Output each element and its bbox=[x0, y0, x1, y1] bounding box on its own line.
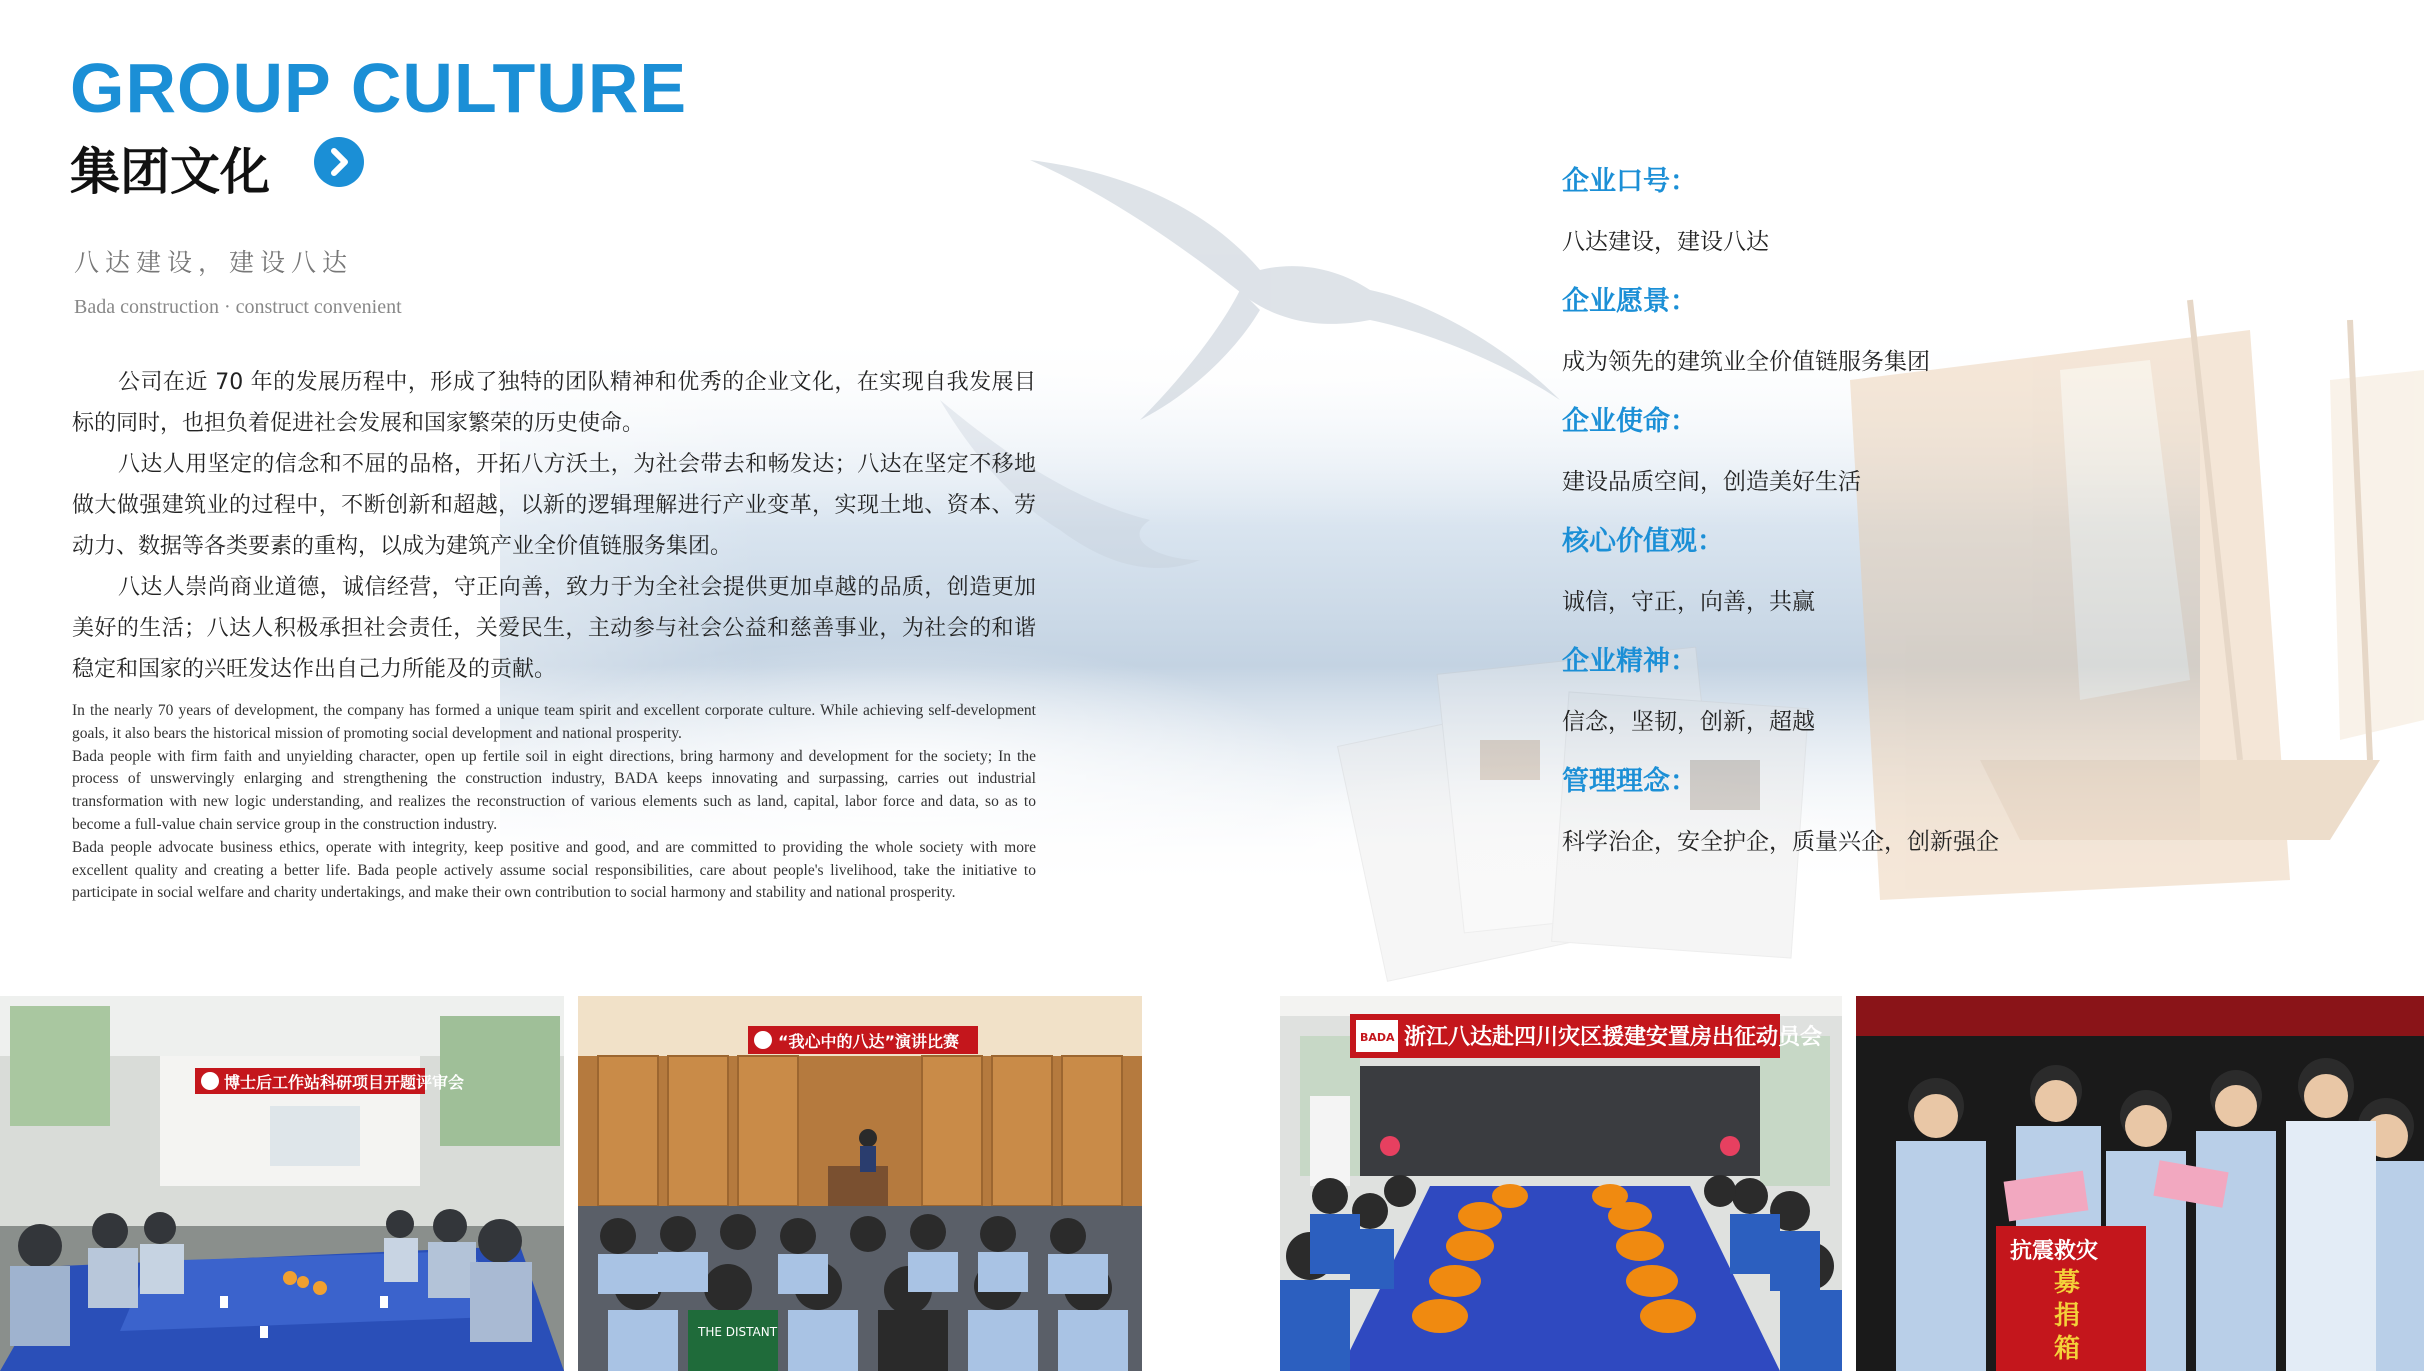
value-text: 八达建设，建设八达 bbox=[1562, 229, 1769, 255]
value-text: 诚信，守正，向善，共赢 bbox=[1562, 589, 1815, 615]
chevron-right-icon[interactable] bbox=[314, 137, 364, 187]
intro-zh-paragraph: 八达人用坚定的信念和不屈的品格，开拓八方沃土，为社会带去和畅发达；八达在坚定不移地做大做强建筑业的过程中，不断创新和超越，以新的逻辑理解进行产业变革，实现土地、资本、劳动力、数据等各类要素的重构，以成为建筑产业全价值链服务集团。 bbox=[72, 452, 1036, 559]
culture-values bbox=[1562, 160, 2082, 880]
value-text: 建设品质空间，创造美好生活 bbox=[1562, 469, 1861, 495]
slogan-zh: 八达建设，建设八达 bbox=[74, 248, 354, 277]
value-text: 信念，坚韧，创新，超越 bbox=[1562, 709, 1815, 735]
photo1-banner-text: 博士后工作站科研项目开题评审会 bbox=[224, 1073, 465, 1092]
intro-zh bbox=[72, 362, 1036, 690]
slogan-en: Bada construction · construct convenient bbox=[74, 296, 402, 318]
photo4-sign-char: 募 bbox=[2054, 1268, 2081, 1298]
page-title-en: GROUP CULTURE bbox=[70, 49, 688, 127]
value-text: 成为领先的建筑业全价值链服务集团 bbox=[1562, 349, 1930, 375]
value-heading: 企业精神： bbox=[1562, 646, 1697, 677]
page-title-zh: 集团文化 bbox=[70, 143, 270, 201]
value-heading: 企业使命： bbox=[1562, 406, 1697, 437]
intro-en bbox=[72, 700, 1036, 905]
intro-zh-paragraph: 公司在近 70 年的发展历程中，形成了独特的团队精神和优秀的企业文化，在实现自我发展目标的同时，也担负着促进社会发展和国家繁荣的历史使命。 bbox=[72, 370, 1036, 436]
value-heading: 核心价值观： bbox=[1562, 526, 1724, 557]
photo2-shirt-text: THE DISTANT bbox=[698, 1325, 778, 1339]
value-text: 科学治企，安全护企，质量兴企，创新强企 bbox=[1562, 829, 1999, 855]
photo-postdoc-meeting bbox=[0, 996, 564, 1371]
photo4-sign-top: 抗震救灾 bbox=[2010, 1239, 2099, 1264]
photo-mobilization-meeting bbox=[1280, 996, 1842, 1371]
photo-speech-contest bbox=[578, 996, 1142, 1371]
intro-en-paragraph: Bada people advocate business ethics, operate with integrity, keep positive and good, and are committed to providing the whole society with more excellent quality and creating a better life. Bada people actively assume social responsibilities, care about people's livelihood, take the initiative to participate in social welfare and charity undertakings, and make their own contribution to social harmony and stability and national prosperity. bbox=[72, 838, 1036, 902]
intro-zh-paragraph: 八达人崇尚商业道德，诚信经营，守正向善，致力于为全社会提供更加卓越的品质，创造更加美好的生活；八达人积极承担社会责任，关爱民生，主动参与社会公益和慈善事业，为社会的和谐稳定和国家的兴旺发达作出自己力所能及的贡献。 bbox=[72, 575, 1036, 682]
photo4-sign-char: 箱 bbox=[2054, 1334, 2081, 1364]
photo3-banner-text: 浙江八达赴四川灾区援建安置房出征动员会 bbox=[1404, 1025, 1823, 1050]
value-heading: 企业口号： bbox=[1562, 166, 1697, 197]
photo-earthquake-donation bbox=[1856, 996, 2424, 1371]
value-heading: 管理理念： bbox=[1562, 766, 1697, 797]
photo3-logo-text: BADA bbox=[1360, 1031, 1395, 1044]
photo2-banner-text: “我心中的八达”演讲比赛 bbox=[778, 1032, 960, 1051]
value-heading: 企业愿景： bbox=[1562, 286, 1697, 317]
photo4-sign-char: 捐 bbox=[2054, 1301, 2081, 1331]
intro-en-paragraph: Bada people with firm faith and unyielding character, open up fertile soil in eight directions, bring harmony and development for the society; In the process of unswervingly enlarging and strengthening the construction industry, BADA keeps innovating and surpassing, carries out industrial transformation with new logic understanding, and realizes the reconstruction of various elements such as land, capital, labor force and data, so as to become a full-value chain service group in the construction industry. bbox=[72, 747, 1036, 833]
intro-en-paragraph: In the nearly 70 years of development, the company has formed a unique team spirit and excellent corporate culture. While achieving self-development goals, it also bears the historical mission of promoting social development and national prosperity. bbox=[72, 702, 1036, 742]
